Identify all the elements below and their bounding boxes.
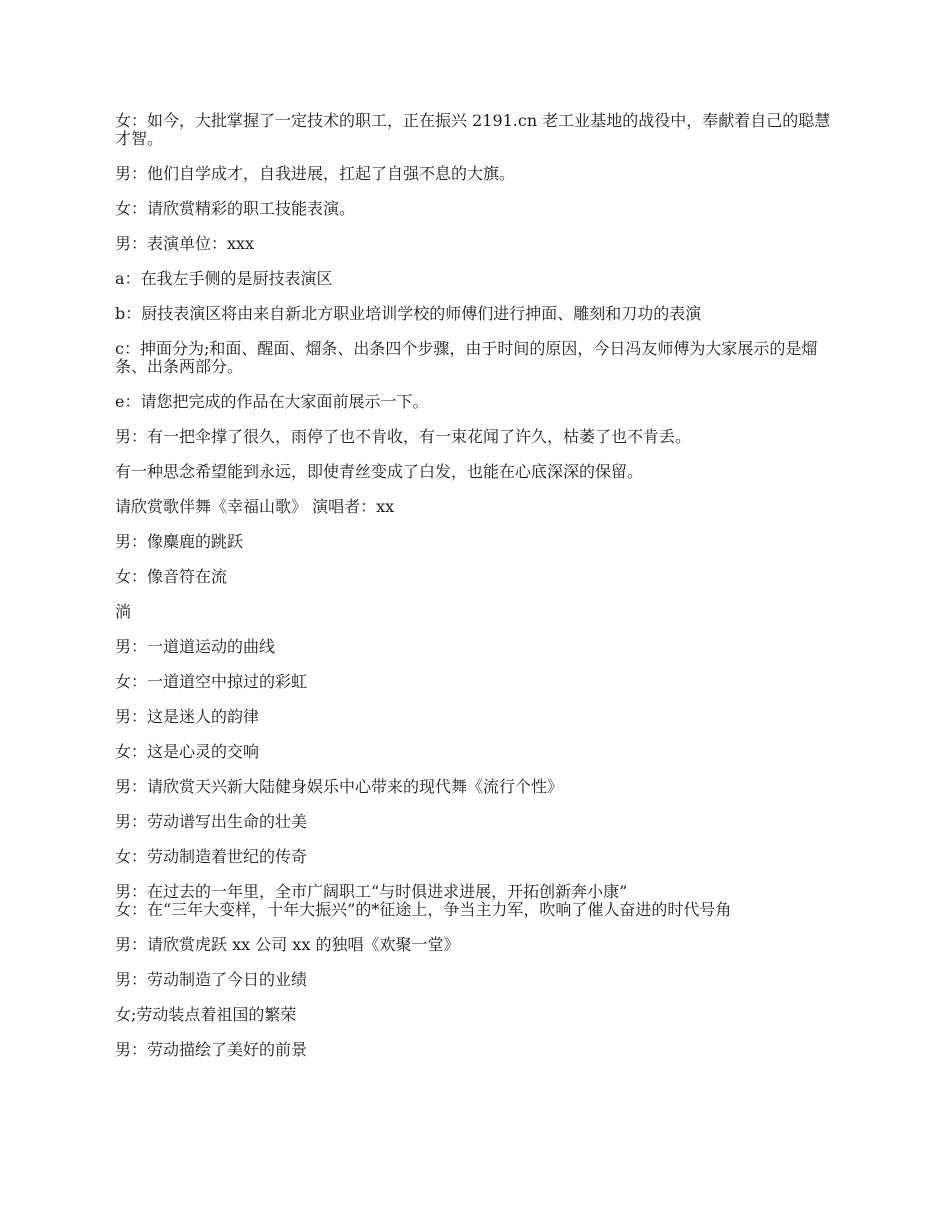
paragraph: 女：劳动制造着世纪的传奇 <box>115 847 308 866</box>
paragraph: 男：有一把伞撑了很久，雨停了也不肯收，有一束花闻了许久，枯萎了也不肯丢。 <box>115 427 692 446</box>
paragraph: 男：这是迷人的韵律 <box>115 707 260 726</box>
paragraph: 男：他们自学成才，自我进展，扛起了自强不息的大旗。 <box>115 164 516 183</box>
paragraph: 女：像音符在流 <box>115 567 228 586</box>
paragraph: a：在我左手侧的是厨技表演区 <box>115 269 333 288</box>
paragraph: e：请您把完成的作品在大家面前展示一下。 <box>115 392 429 411</box>
paragraph: 女;劳动装点着祖国的繁荣 <box>115 1005 297 1024</box>
paragraph: c：抻面分为;和面、醒面、熘条、出条四个步骤，由于时间的原因，今日冯友师傅为大家展示的是熘条、出条两部分。 <box>115 339 818 376</box>
paragraph: 男：劳动描绘了美好的前景 <box>115 1040 308 1059</box>
paragraph: 有一种思念希望能到永远，即使青丝变成了白发，也能在心底深深的保留。 <box>115 462 644 481</box>
paragraph: 女：请欣赏精彩的职工技能表演。 <box>115 199 356 218</box>
paragraph: 女：在“三年大变样，十年大振兴”的*征途上，争当主力军，吹响了催人奋进的时代号角 <box>115 900 732 919</box>
paragraph: 男：劳动谱写出生命的壮美 <box>115 812 308 831</box>
paragraph: 淌 <box>115 602 132 621</box>
paragraph: 男：表演单位：xxx <box>115 234 255 253</box>
paragraph: 请欣赏歌伴舞《幸福山歌》 演唱者：xx <box>115 497 395 516</box>
paragraph: 男：劳动制造了今日的业绩 <box>115 970 308 989</box>
paragraph: 男：请欣赏天兴新大陆健身娱乐中心带来的现代舞《流行个性》 <box>115 777 564 796</box>
paragraph: 男：在过去的一年里，全市广阔职工“与时俱进求进展，开拓创新奔小康” <box>115 882 628 901</box>
paragraph: 女：一道道空中掠过的彩虹 <box>115 672 308 691</box>
paragraph: 男：像麋鹿的跳跃 <box>115 532 244 551</box>
paragraph: b：厨技表演区将由来自新北方职业培训学校的师傅们进行抻面、雕刻和刀功的表演 <box>115 304 702 323</box>
paragraph: 男：请欣赏虎跃 xx 公司 xx 的独唱《欢聚一堂》 <box>115 935 460 954</box>
paragraph: 女：这是心灵的交响 <box>115 742 260 761</box>
paragraph: 女：如今，大批掌握了一定技术的职工，正在振兴 2191.cn 老工业基地的战役中，奉献着自己的聪慧才智。 <box>115 111 831 148</box>
paragraph: 男：一道道运动的曲线 <box>115 637 276 656</box>
document-body <box>115 112 840 1076</box>
